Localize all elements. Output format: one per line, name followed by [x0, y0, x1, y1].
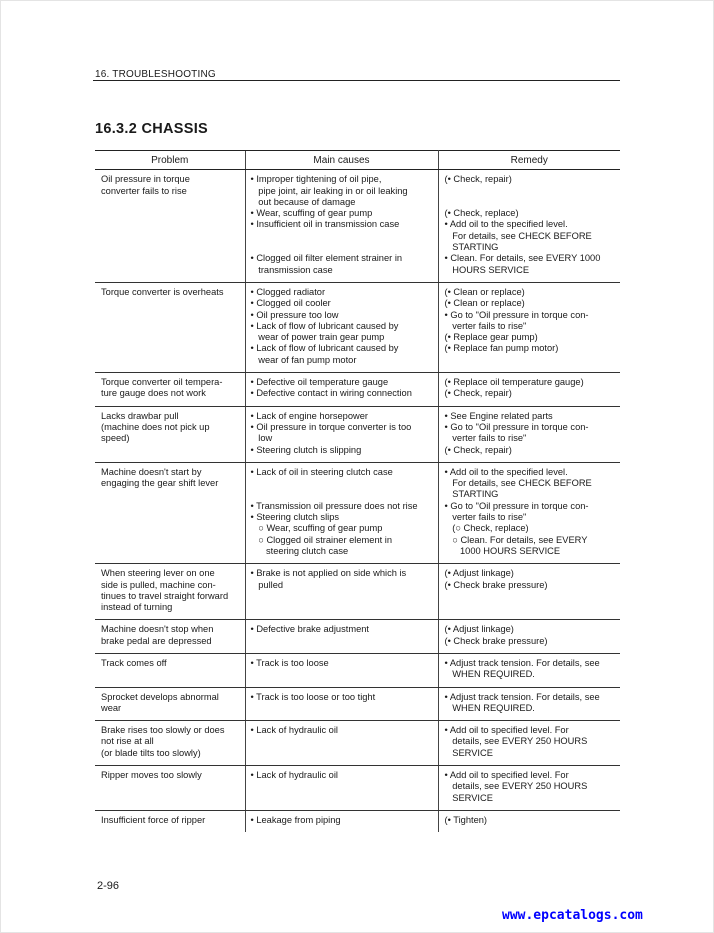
cell-line — [251, 242, 436, 253]
cell-line: • Insufficient oil in transmission case — [250, 219, 400, 230]
cell-line: (• Replace gear pump) — [444, 332, 538, 343]
cell-line: • Lack of oil in steering clutch case — [250, 466, 393, 477]
problem-cell — [95, 170, 245, 283]
cell-line: Track comes off — [101, 657, 167, 668]
table-row — [95, 620, 620, 654]
cell-line: • Lack of flow of lubricant caused by — [250, 343, 399, 354]
cell-line: (• Check, repair) — [444, 174, 512, 185]
cell-line: • Lack of hydraulic oil — [250, 770, 338, 781]
table-row — [95, 282, 620, 372]
cell-line: • Transmission oil pressure does not rise — [250, 500, 418, 511]
cell-line: When steering lever on one — [101, 568, 215, 579]
cell-line: (• Check, repair) — [444, 388, 512, 399]
cell-line: brake pedal are depressed — [101, 635, 212, 646]
cell-line: HOURS SERVICE — [444, 264, 530, 275]
table-row — [95, 653, 620, 687]
cell-line: • Oil pressure in torque converter is too — [250, 421, 412, 432]
cell-line: For details, see CHECK BEFORE — [444, 478, 592, 489]
cell-line: • Go to "Oil pressure in torque con- — [444, 309, 589, 320]
cause-cell — [245, 620, 438, 654]
remedy-cell — [438, 564, 620, 620]
problem-cell — [95, 373, 245, 407]
cell-line: STARTING — [444, 242, 499, 253]
problem-cell — [95, 462, 245, 563]
cell-line: speed) — [101, 433, 130, 444]
remedy-cell — [438, 620, 620, 654]
cell-line: tinues to travel straight forward — [101, 590, 229, 601]
cell-line: Lacks drawbar pull — [101, 410, 179, 421]
table-header-row — [95, 151, 620, 170]
cell-line: • Track is too loose or too tight — [250, 691, 376, 702]
cause-cell — [245, 687, 438, 721]
cell-line: • Lack of engine horsepower — [250, 410, 368, 421]
cell-line: ture gauge does not work — [101, 388, 206, 399]
cell-line — [251, 489, 436, 500]
page-title: 16.3.2 CHASSIS — [95, 121, 208, 137]
cell-line: • Track is too loose — [250, 657, 329, 668]
cell-line: WHEN REQUIRED. — [444, 669, 535, 680]
cell-line: ○ Clean. For details, see EVERY — [444, 534, 588, 545]
remedy-cell — [438, 721, 620, 766]
cell-line: • Clogged radiator — [250, 286, 326, 297]
remedy-cell — [438, 462, 620, 563]
cell-line: details, see EVERY 250 HOURS — [444, 736, 588, 747]
cell-line: SERVICE — [444, 747, 493, 758]
cell-line — [445, 197, 619, 208]
cell-line: (• Replace oil temperature gauge) — [444, 377, 584, 388]
cell-line: • Leakage from piping — [250, 814, 341, 825]
cell-line: verter fails to rise" — [444, 433, 527, 444]
table-row — [95, 373, 620, 407]
cell-line: wear of fan pump motor — [250, 354, 357, 365]
problem-cell — [95, 721, 245, 766]
cell-line: • Go to "Oil pressure in torque con- — [444, 421, 589, 432]
cell-line: out because of damage — [250, 196, 356, 207]
cell-line: instead of turning — [101, 602, 173, 613]
cell-line: WHEN REQUIRED. — [444, 702, 535, 713]
cell-line: • Defective brake adjustment — [250, 624, 369, 635]
remedy-cell — [438, 373, 620, 407]
cell-line: • Clean. For details, see EVERY 1000 — [444, 253, 601, 264]
cell-line: • Defective oil temperature gauge — [250, 377, 389, 388]
cause-cell — [245, 170, 438, 283]
cell-line: • Add oil to specified level. For — [444, 770, 569, 781]
cell-line: (○ Check, replace) — [444, 523, 529, 534]
cell-line: Machine doesn't stop when — [101, 624, 214, 635]
remedy-cell — [438, 766, 620, 811]
problem-cell — [95, 564, 245, 620]
problem-cell — [95, 810, 245, 832]
cell-line: • Brake is not applied on side which is — [250, 568, 407, 579]
cause-cell — [245, 653, 438, 687]
table-row — [95, 721, 620, 766]
cell-line: side is pulled, machine con- — [101, 579, 216, 590]
cause-cell — [245, 282, 438, 372]
cause-cell — [245, 462, 438, 563]
problem-cell — [95, 653, 245, 687]
cell-line: wear — [101, 702, 122, 713]
remedy-cell — [438, 406, 620, 462]
cell-line: • Clogged oil filter element strainer in — [250, 253, 403, 264]
table-row — [95, 810, 620, 832]
cell-line — [445, 186, 619, 197]
cell-line: Machine doesn't start by — [101, 466, 202, 477]
cell-line: (• Clean or replace) — [444, 286, 525, 297]
cell-line: (• Check, replace) — [444, 208, 519, 219]
column-header-problem: Problem — [95, 151, 245, 170]
cell-line: • Lack of flow of lubricant caused by — [250, 320, 399, 331]
cell-line: • Steering clutch is slipping — [250, 444, 362, 455]
cell-line: SERVICE — [444, 792, 493, 803]
header-rule — [93, 80, 620, 81]
cell-line: (• Tighten) — [444, 814, 488, 825]
remedy-cell — [438, 687, 620, 721]
remedy-cell — [438, 282, 620, 372]
cell-line: • Clogged oil cooler — [250, 298, 331, 309]
problem-cell — [95, 620, 245, 654]
cell-line: • Adjust track tension. For details, see — [444, 691, 600, 702]
cell-line: • Steering clutch slips — [250, 512, 340, 523]
cell-line: (• Replace fan pump motor) — [444, 343, 559, 354]
remedy-cell — [438, 810, 620, 832]
cell-line: (• Check, repair) — [444, 444, 512, 455]
troubleshooting-table — [95, 150, 620, 832]
table-row — [95, 170, 620, 283]
cell-line: verter fails to rise" — [444, 320, 527, 331]
table-row — [95, 687, 620, 721]
cell-line: pipe joint, air leaking in or oil leaking — [250, 185, 408, 196]
cell-line — [251, 478, 436, 489]
cell-line: STARTING — [444, 489, 499, 500]
cell-line: Oil pressure in torque — [101, 174, 190, 185]
problem-cell — [95, 406, 245, 462]
cell-line: (or blade tilts too slowly) — [101, 747, 201, 758]
cell-line: Brake rises too slowly or does — [101, 725, 225, 736]
cell-line: • Oil pressure too low — [250, 309, 339, 320]
cell-line: (machine does not pick up — [101, 421, 210, 432]
table-row — [95, 406, 620, 462]
cell-line: pulled — [250, 579, 284, 590]
problem-cell — [95, 687, 245, 721]
page-number: 2-96 — [97, 880, 120, 892]
cell-line: • Adjust track tension. For details, see — [444, 657, 600, 668]
cell-line: Sprocket develops abnormal — [101, 691, 219, 702]
table-row — [95, 766, 620, 811]
cell-line: ○ Wear, scuffing of gear pump — [250, 523, 383, 534]
cause-cell — [245, 564, 438, 620]
cell-line: details, see EVERY 250 HOURS — [444, 781, 588, 792]
column-header-main-causes: Main causes — [245, 151, 438, 170]
cell-line: • Wear, scuffing of gear pump — [250, 208, 373, 219]
cell-line: • Improper tightening of oil pipe, — [250, 174, 382, 185]
cell-line: low — [250, 433, 273, 444]
watermark-link[interactable]: www.epcatalogs.com — [502, 908, 643, 923]
cause-cell — [245, 721, 438, 766]
cell-line: (• Clean or replace) — [444, 298, 525, 309]
remedy-cell — [438, 653, 620, 687]
column-header-remedy: Remedy — [438, 151, 620, 170]
remedy-cell — [438, 170, 620, 283]
section-header: 16. TROUBLESHOOTING — [95, 69, 216, 80]
cell-line: (• Check brake pressure) — [444, 579, 548, 590]
cell-line: wear of power train gear pump — [250, 332, 385, 343]
cell-line: steering clutch case — [250, 545, 349, 556]
cell-line: Ripper moves too slowly — [101, 770, 202, 781]
cell-line — [251, 231, 436, 242]
cell-line: Insufficient force of ripper — [101, 814, 206, 825]
cell-line: engaging the gear shift lever — [101, 478, 219, 489]
cell-line: • Add oil to specified level. For — [444, 725, 569, 736]
cell-line: • Defective contact in wiring connection — [250, 388, 412, 399]
cell-line: Torque converter is overheats — [101, 286, 224, 297]
cell-line: • Add oil to the specified level. — [444, 219, 568, 230]
cell-line: For details, see CHECK BEFORE — [444, 230, 592, 241]
cell-line: • See Engine related parts — [444, 410, 553, 421]
cell-line: • Lack of hydraulic oil — [250, 725, 338, 736]
cell-line: 1000 HOURS SERVICE — [444, 545, 561, 556]
cell-line: • Add oil to the specified level. — [444, 466, 568, 477]
cell-line: • Go to "Oil pressure in torque con- — [444, 500, 589, 511]
cell-line: ○ Clogged oil strainer element in — [250, 534, 393, 545]
table-row — [95, 564, 620, 620]
cell-line: Torque converter oil tempera- — [101, 377, 223, 388]
cause-cell — [245, 406, 438, 462]
cell-line: not rise at all — [101, 736, 154, 747]
table-row — [95, 462, 620, 563]
problem-cell — [95, 766, 245, 811]
cell-line: (• Adjust linkage) — [444, 624, 514, 635]
cell-line: (• Check brake pressure) — [444, 635, 548, 646]
cell-line: (• Adjust linkage) — [444, 568, 514, 579]
cell-line: verter fails to rise" — [444, 512, 527, 523]
cause-cell — [245, 373, 438, 407]
problem-cell — [95, 282, 245, 372]
cell-line: transmission case — [250, 264, 333, 275]
cell-line: converter fails to rise — [101, 185, 187, 196]
cause-cell — [245, 766, 438, 811]
cause-cell — [245, 810, 438, 832]
